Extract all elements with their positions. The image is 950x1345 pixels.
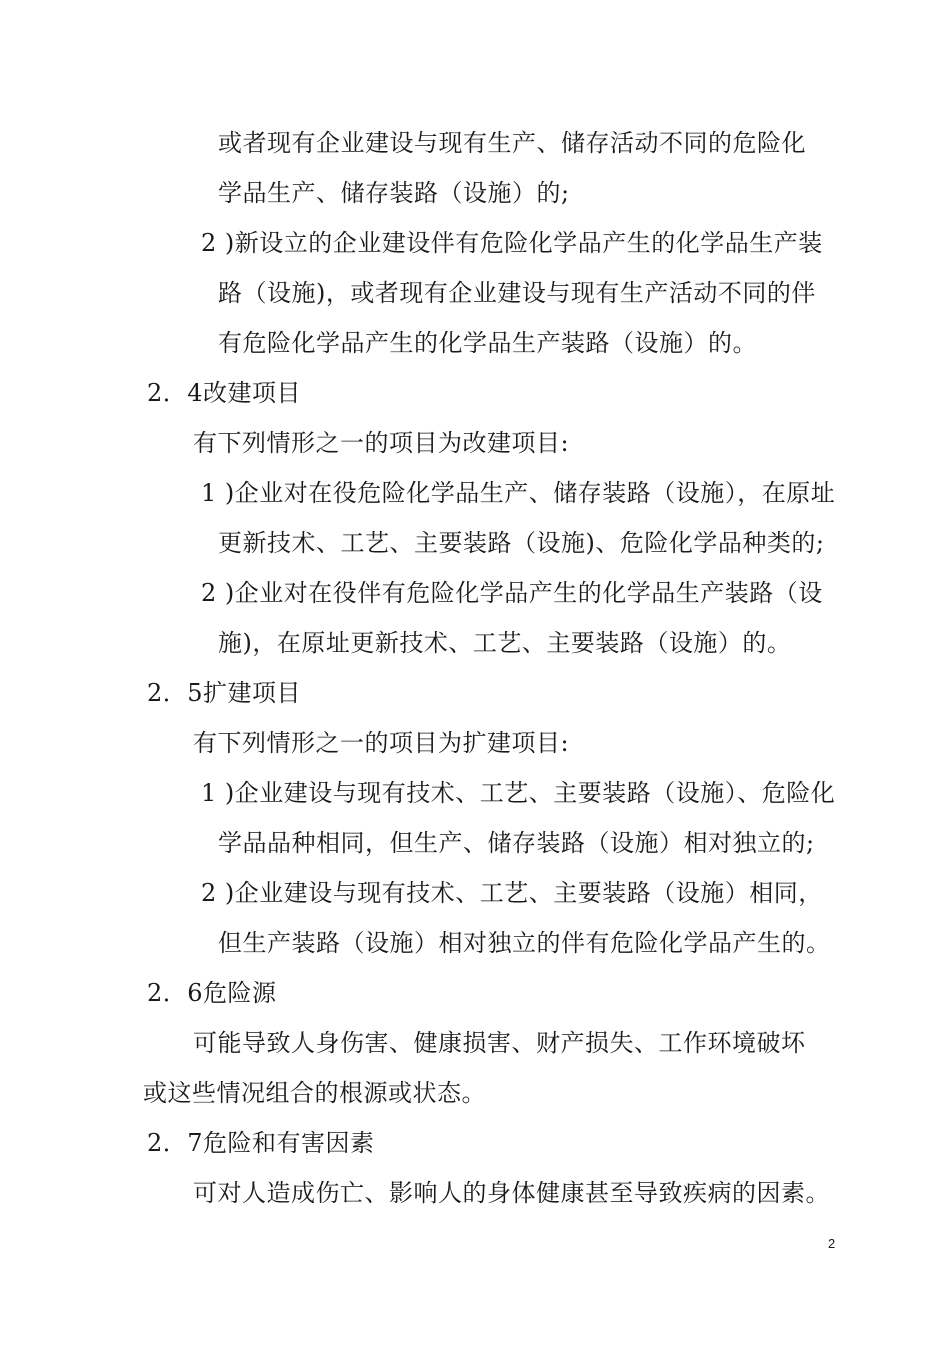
section-intro-2-4: 有下列情形之一的项目为改建项目:: [193, 429, 570, 457]
list-item-2-new-build: 2 )新设立的企业建设伴有危险化学品产生的化学品生产装: [201, 229, 823, 257]
body-line-5: 有危险化学品产生的化学品生产装路（设施）的。: [218, 329, 757, 357]
list-item-2-rebuild: 2 )企业对在役伴有危险化学品产生的化学品生产装路（设: [201, 579, 823, 607]
section-heading-2-4: 2．4改建项目: [147, 379, 302, 407]
body-line-4: 路（设施)，或者现有企业建设与现有生产活动不同的伴: [218, 279, 816, 307]
body-line-2: 学品生产、储存装路（设施）的;: [218, 179, 570, 207]
body-line-1: 或者现有企业建设与现有生产、储存活动不同的危险化: [218, 129, 806, 157]
list-item-1-expansion: 1 )企业建设与现有技术、工艺、主要装路（设施）、危险化: [201, 779, 836, 807]
body-line-17: 但生产装路（设施）相对独立的伴有危险化学品产生的。: [218, 929, 831, 957]
definition-hazardous-factors: 可对人造成伤亡、影响人的身体健康甚至导致疾病的因素。: [193, 1179, 830, 1207]
body-line-11: 施)，在原址更新技术、工艺、主要装路（设施）的。: [218, 629, 792, 657]
page-number: 2: [828, 1236, 836, 1251]
section-intro-2-5: 有下列情形之一的项目为扩建项目:: [193, 729, 570, 757]
section-heading-2-7: 2．7危险和有害因素: [147, 1129, 375, 1157]
body-line-15: 学品品种相同，但生产、储存装路（设施）相对独立的;: [218, 829, 815, 857]
definition-hazard-source-2: 或这些情况组合的根源或状态。: [143, 1079, 486, 1107]
list-item-1-rebuild: 1 )企业对在役危险化学品生产、储存装路（设施），在原址: [201, 479, 836, 507]
body-line-9: 更新技术、工艺、主要装路（设施)、危险化学品种类的;: [218, 529, 825, 557]
list-item-2-expansion: 2 )企业建设与现有技术、工艺、主要装路（设施）相同，: [201, 879, 823, 907]
definition-hazard-source-1: 可能导致人身伤害、健康损害、财产损失、工作环境破坏: [193, 1029, 806, 1057]
section-heading-2-6: 2．6危险源: [147, 979, 277, 1007]
section-heading-2-5: 2．5扩建项目: [147, 679, 302, 707]
